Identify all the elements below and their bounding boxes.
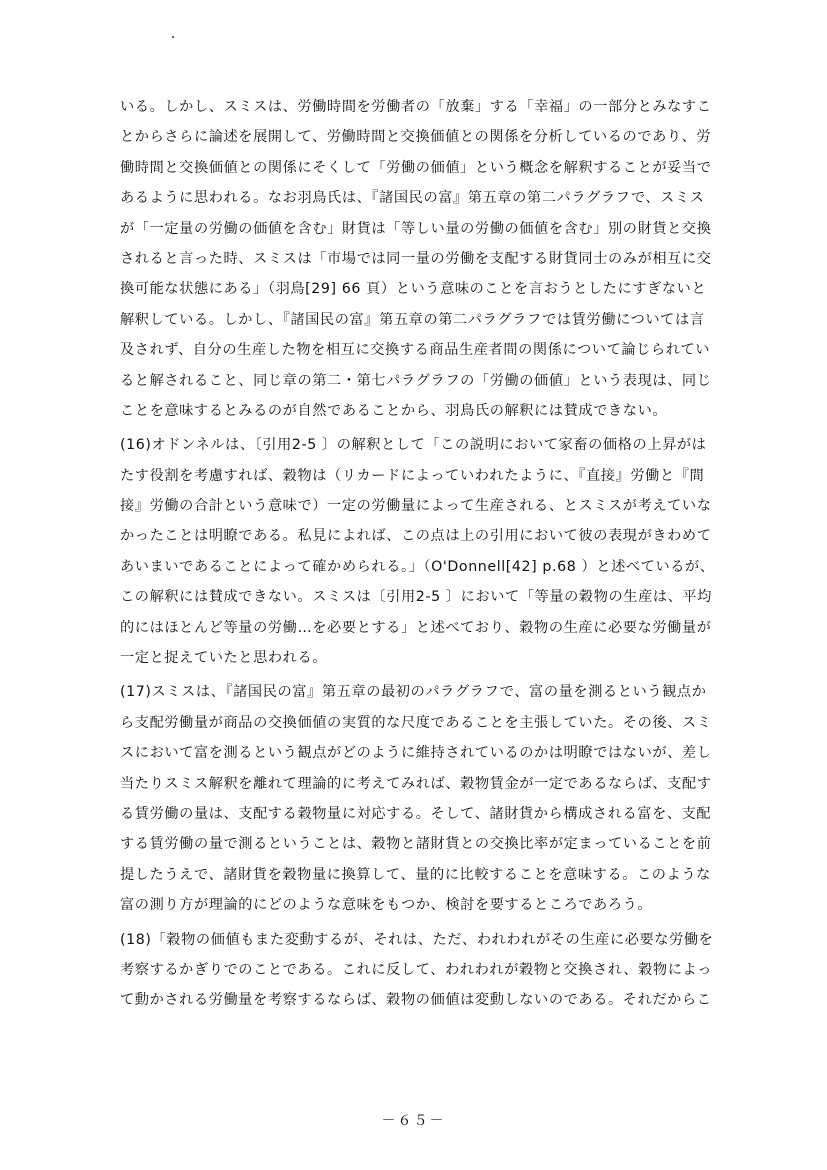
note-16 [120, 430, 730, 673]
text-line: 働時間と交換価値との関係にそくして「労働の価値」という概念を解釈することが妥当で [120, 159, 712, 176]
text-line: が「一定量の労働の価値を含む」財貨は「等しい量の労働の価値を含む」別の財貨と交換 [120, 220, 712, 237]
text-line: する賃労働の量で測るということは、穀物と諸財貨との交換比率が定まっていることを前 [120, 836, 712, 853]
text-line: て動かされる労働量を考察するならば、穀物の価値は変動しないのである。それだからこ [120, 992, 712, 1009]
text-line: 換可能な状態にある」（羽鳥[29] 66 頁）という意味のことを言おうとしたにすぎないと [120, 281, 707, 298]
text-line: いる。しかし、スミスは、労働時間を労働者の「放棄」する「幸福」の一部分とみなすこ [120, 99, 712, 115]
text-line: 一定と捉えていたと思われる。 [120, 650, 328, 667]
text-line: この解釈には賛成できない。スミスは〔引用2-5 〕において「等量の穀物の生産は、平均 [120, 589, 713, 606]
text-line: (17)スミスは、『諸国民の富』第五章の最初のパラグラフで、富の量を測るという観点か [120, 684, 707, 701]
text-line: 富の測り方が理論的にどのような意味をもつか、検討を要するところであろう。 [120, 897, 653, 914]
text-line: スにおいて富を測るという観点がどのように維持されているのかは明瞭ではないが、差し [120, 745, 712, 762]
text-line: ると解されること、同じ章の第二・第七パラグラフの「労働の価値」という表現は、同じ [120, 372, 712, 389]
text-line: されると言った時、スミスは「市場では同一量の労働を支配する財貨同士のみが相互に交 [120, 250, 712, 267]
paragraph-continuation [120, 92, 730, 426]
text-line: 接』労働の合計という意味で）一定の労働量によって生産される、とスミスが考えていな [120, 498, 712, 515]
text-line: 考察するかぎりでのことである。これに反して、われわれが穀物と交換され、穀物によっ [120, 961, 713, 978]
text-line: (18)「穀物の価値もまた変動するが、それは、ただ、われわれがその生産に必要な労働を [120, 931, 714, 948]
scan-speck [172, 36, 174, 38]
text-line: 解釈している。しかし、『諸国民の富』第五章の第二パラグラフでは賃労働については言 [120, 311, 705, 328]
text-line: ら支配労働量が商品の交換価値の実質的な尺度であることを主張していた。その後、スミ [120, 714, 712, 731]
text-line: 的にはほとんど等量の労働…を必要とする」と述べており、穀物の生産に必要な労働量が [120, 619, 712, 636]
note-17 [120, 677, 730, 920]
text-line: (16)オドンネルは、〔引用2-5 〕の解釈として「この説明において家畜の価格の上昇がは [120, 437, 707, 454]
text-line: あいまいであることによって確かめられる。」（O'Donnell[42] p.68 ）と述べているが、 [120, 558, 715, 575]
text-line: あるように思われる。なお羽鳥氏は、『諸国民の富』第五章の第二パラグラフで、スミス [120, 190, 705, 207]
text-line: ことを意味するとみるのが自然であることから、羽鳥氏の解釈には賛成できない。 [120, 402, 668, 419]
text-line: 及されず、自分の生産した物を相互に交換する商品生産者間の関係について論じられてい [120, 342, 711, 359]
text-line: とからさらに論述を展開して、労働時間と交換価値との関係を分析しているのであり、労 [120, 129, 712, 146]
body-text [120, 92, 730, 1016]
note-18 [120, 925, 730, 1016]
text-line: かったことは明瞭である。私見によれば、この点は上の引用において彼の表現がきわめて [120, 528, 712, 545]
text-line: 当たりスミス解釈を離れて理論的に考えてみれば、穀物賃金が一定であるならば、支配す [120, 775, 712, 792]
text-line: 提したうえで、諸財貨を穀物量に換算して、量的に比較することを意味する。このような [120, 866, 711, 883]
text-line: る賃労働の量は、支配する穀物量に対応する。そして、諸財貨から構成される富を、支配 [120, 805, 712, 822]
page-number: －６５－ [381, 1113, 446, 1129]
text-line: たす役割を考慮すれば、穀物は（リカードによっていわれたように、『直接』労働と『間 [120, 467, 705, 484]
